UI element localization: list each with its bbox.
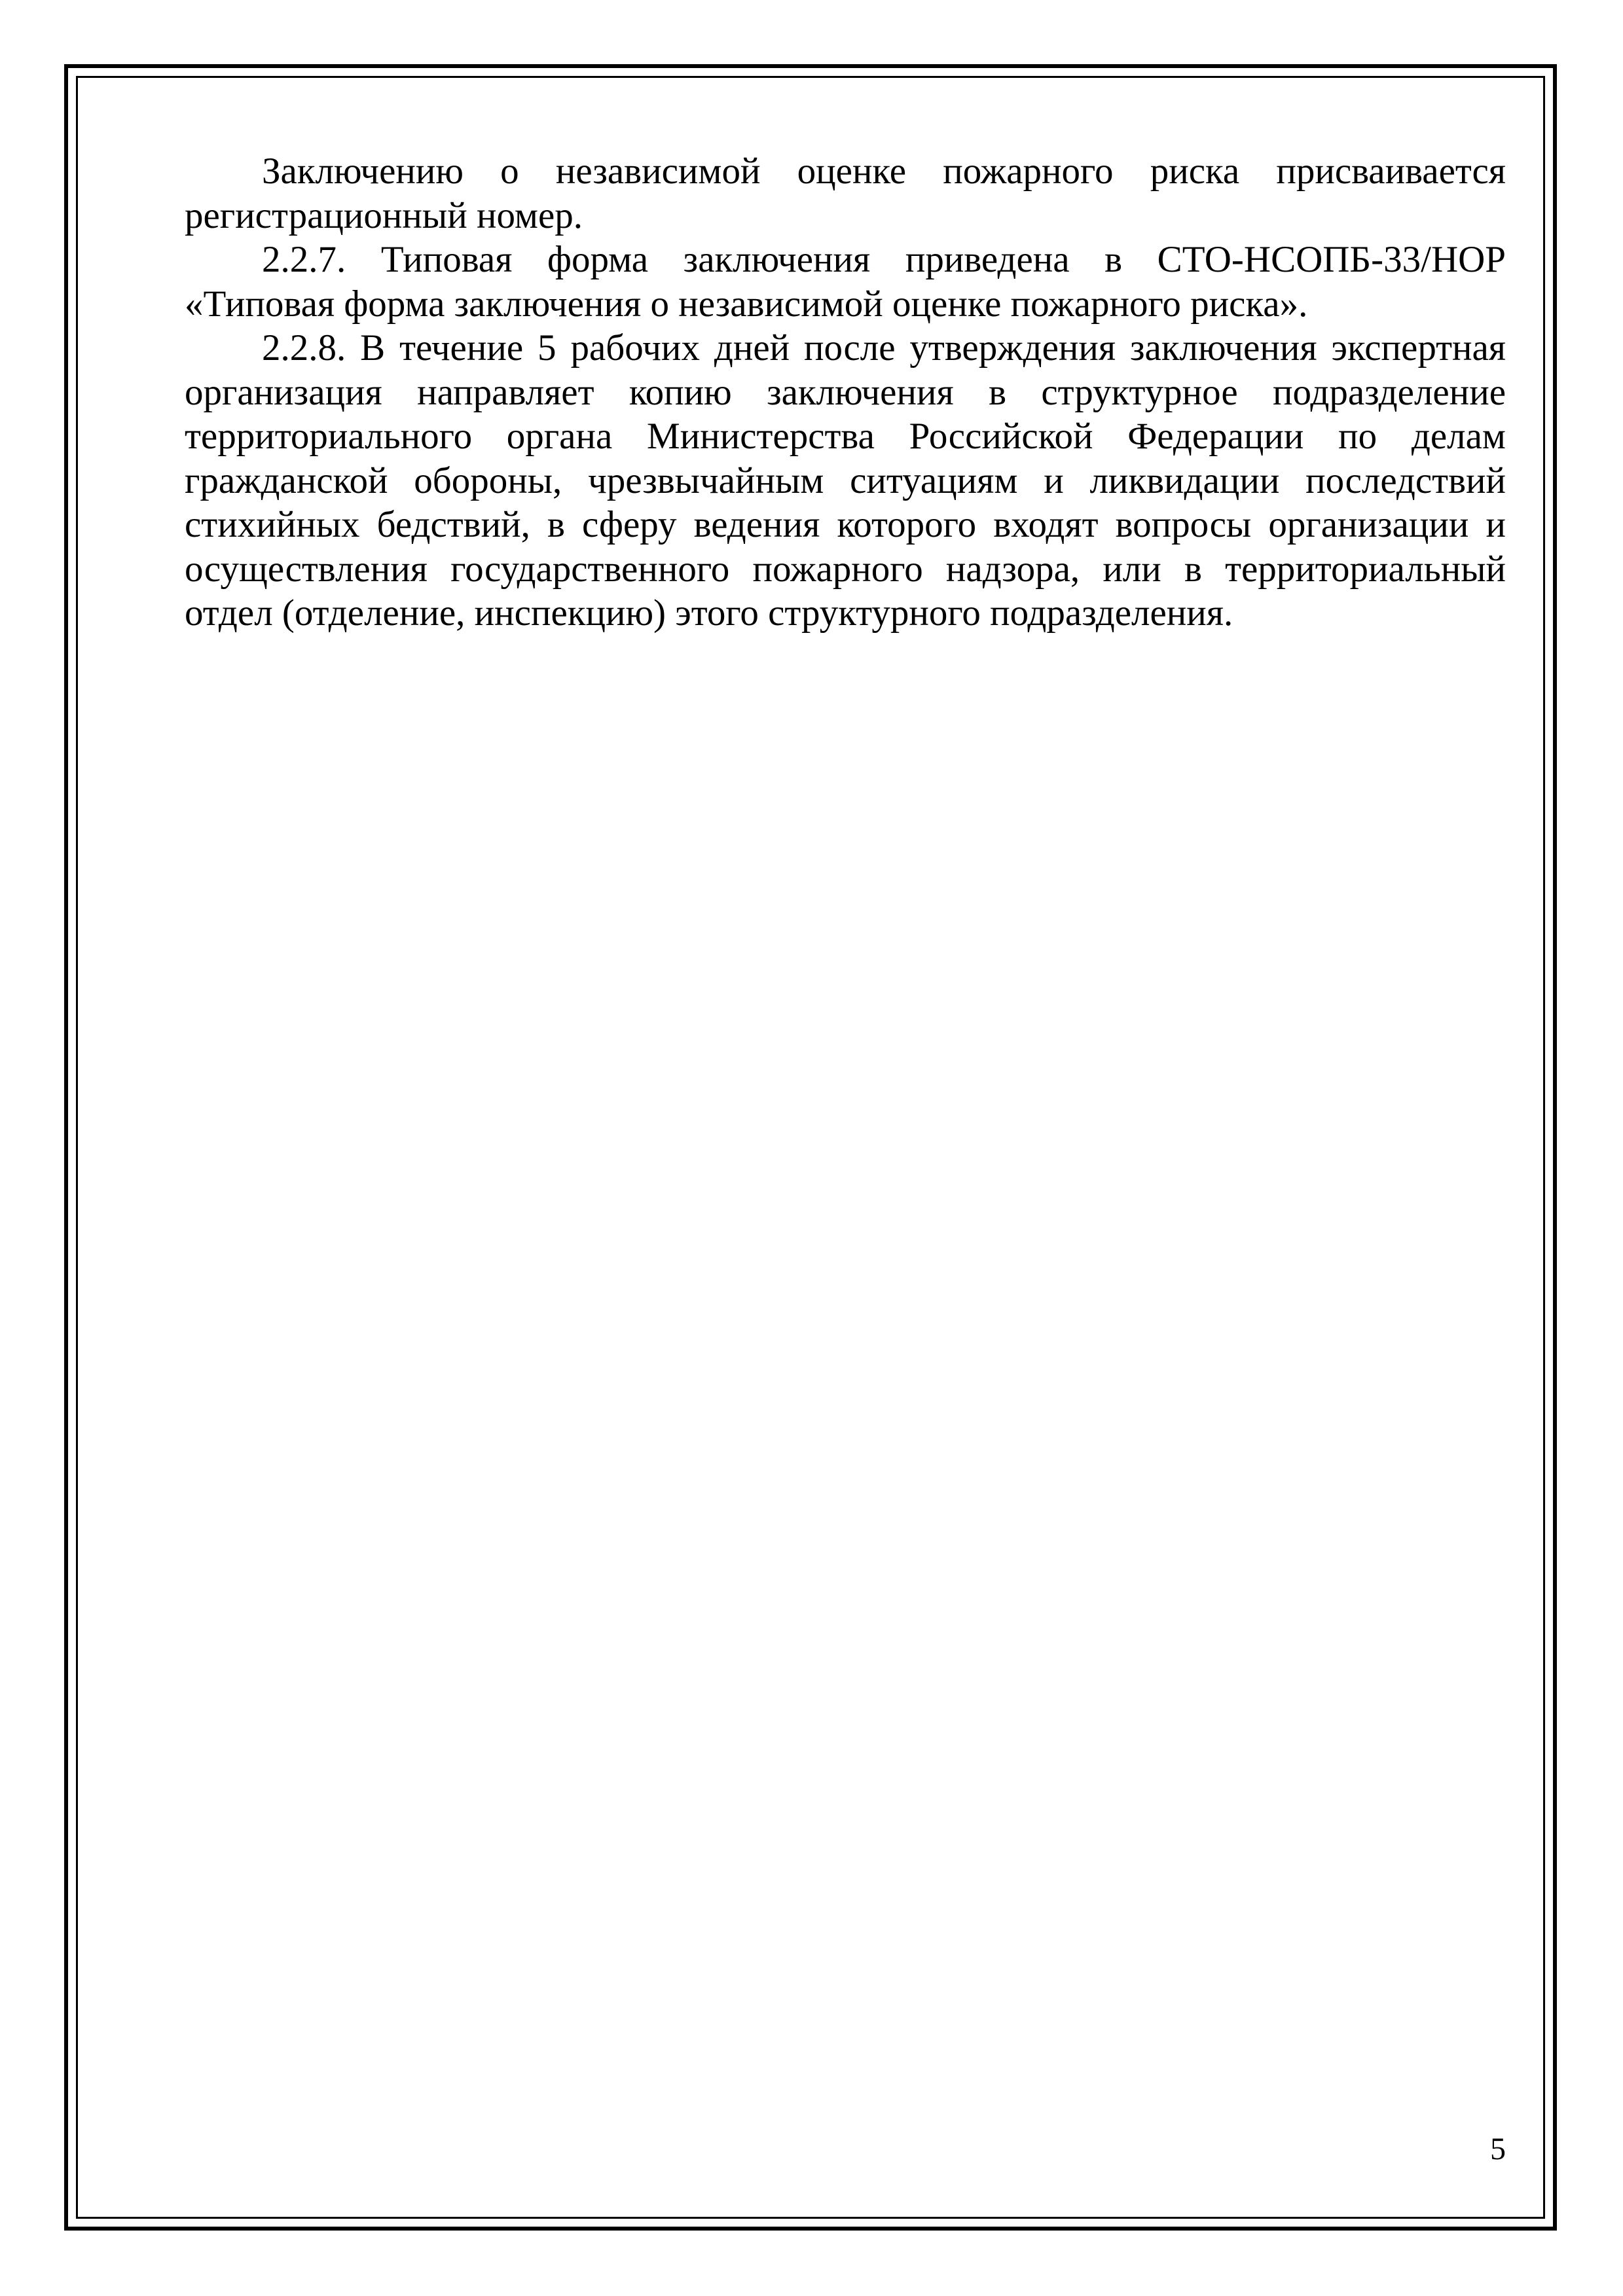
paragraph-2-2-8: 2.2.8. В течение 5 рабочих дней после утверждения заключения экспертная организация направляет копию заключения в структурное подразделение территориального органа Министерства Российской Федерации по делам гражданской обороны, чрезвычайным ситуациям и ликвидации последствий стихийных бедствий, в сферу ведения которого входят вопросы организации и осуществления государственного пожарного надзора, или в территориальный отдел (отделение, инспекцию) этого структурного подразделения.: [185, 327, 1506, 634]
paragraph-registration-number: Заключению о независимой оценке пожарного риска присваивается регистрационный номер.: [185, 151, 1506, 236]
page-number: 5: [1490, 2132, 1506, 2166]
document-body: [185, 149, 1506, 636]
paragraph-2-2-7: 2.2.7. Типовая форма заключения приведена в СТО-НСОПБ-33/НОР «Типовая форма заключения о независимой оценке пожарного риска».: [185, 239, 1506, 325]
